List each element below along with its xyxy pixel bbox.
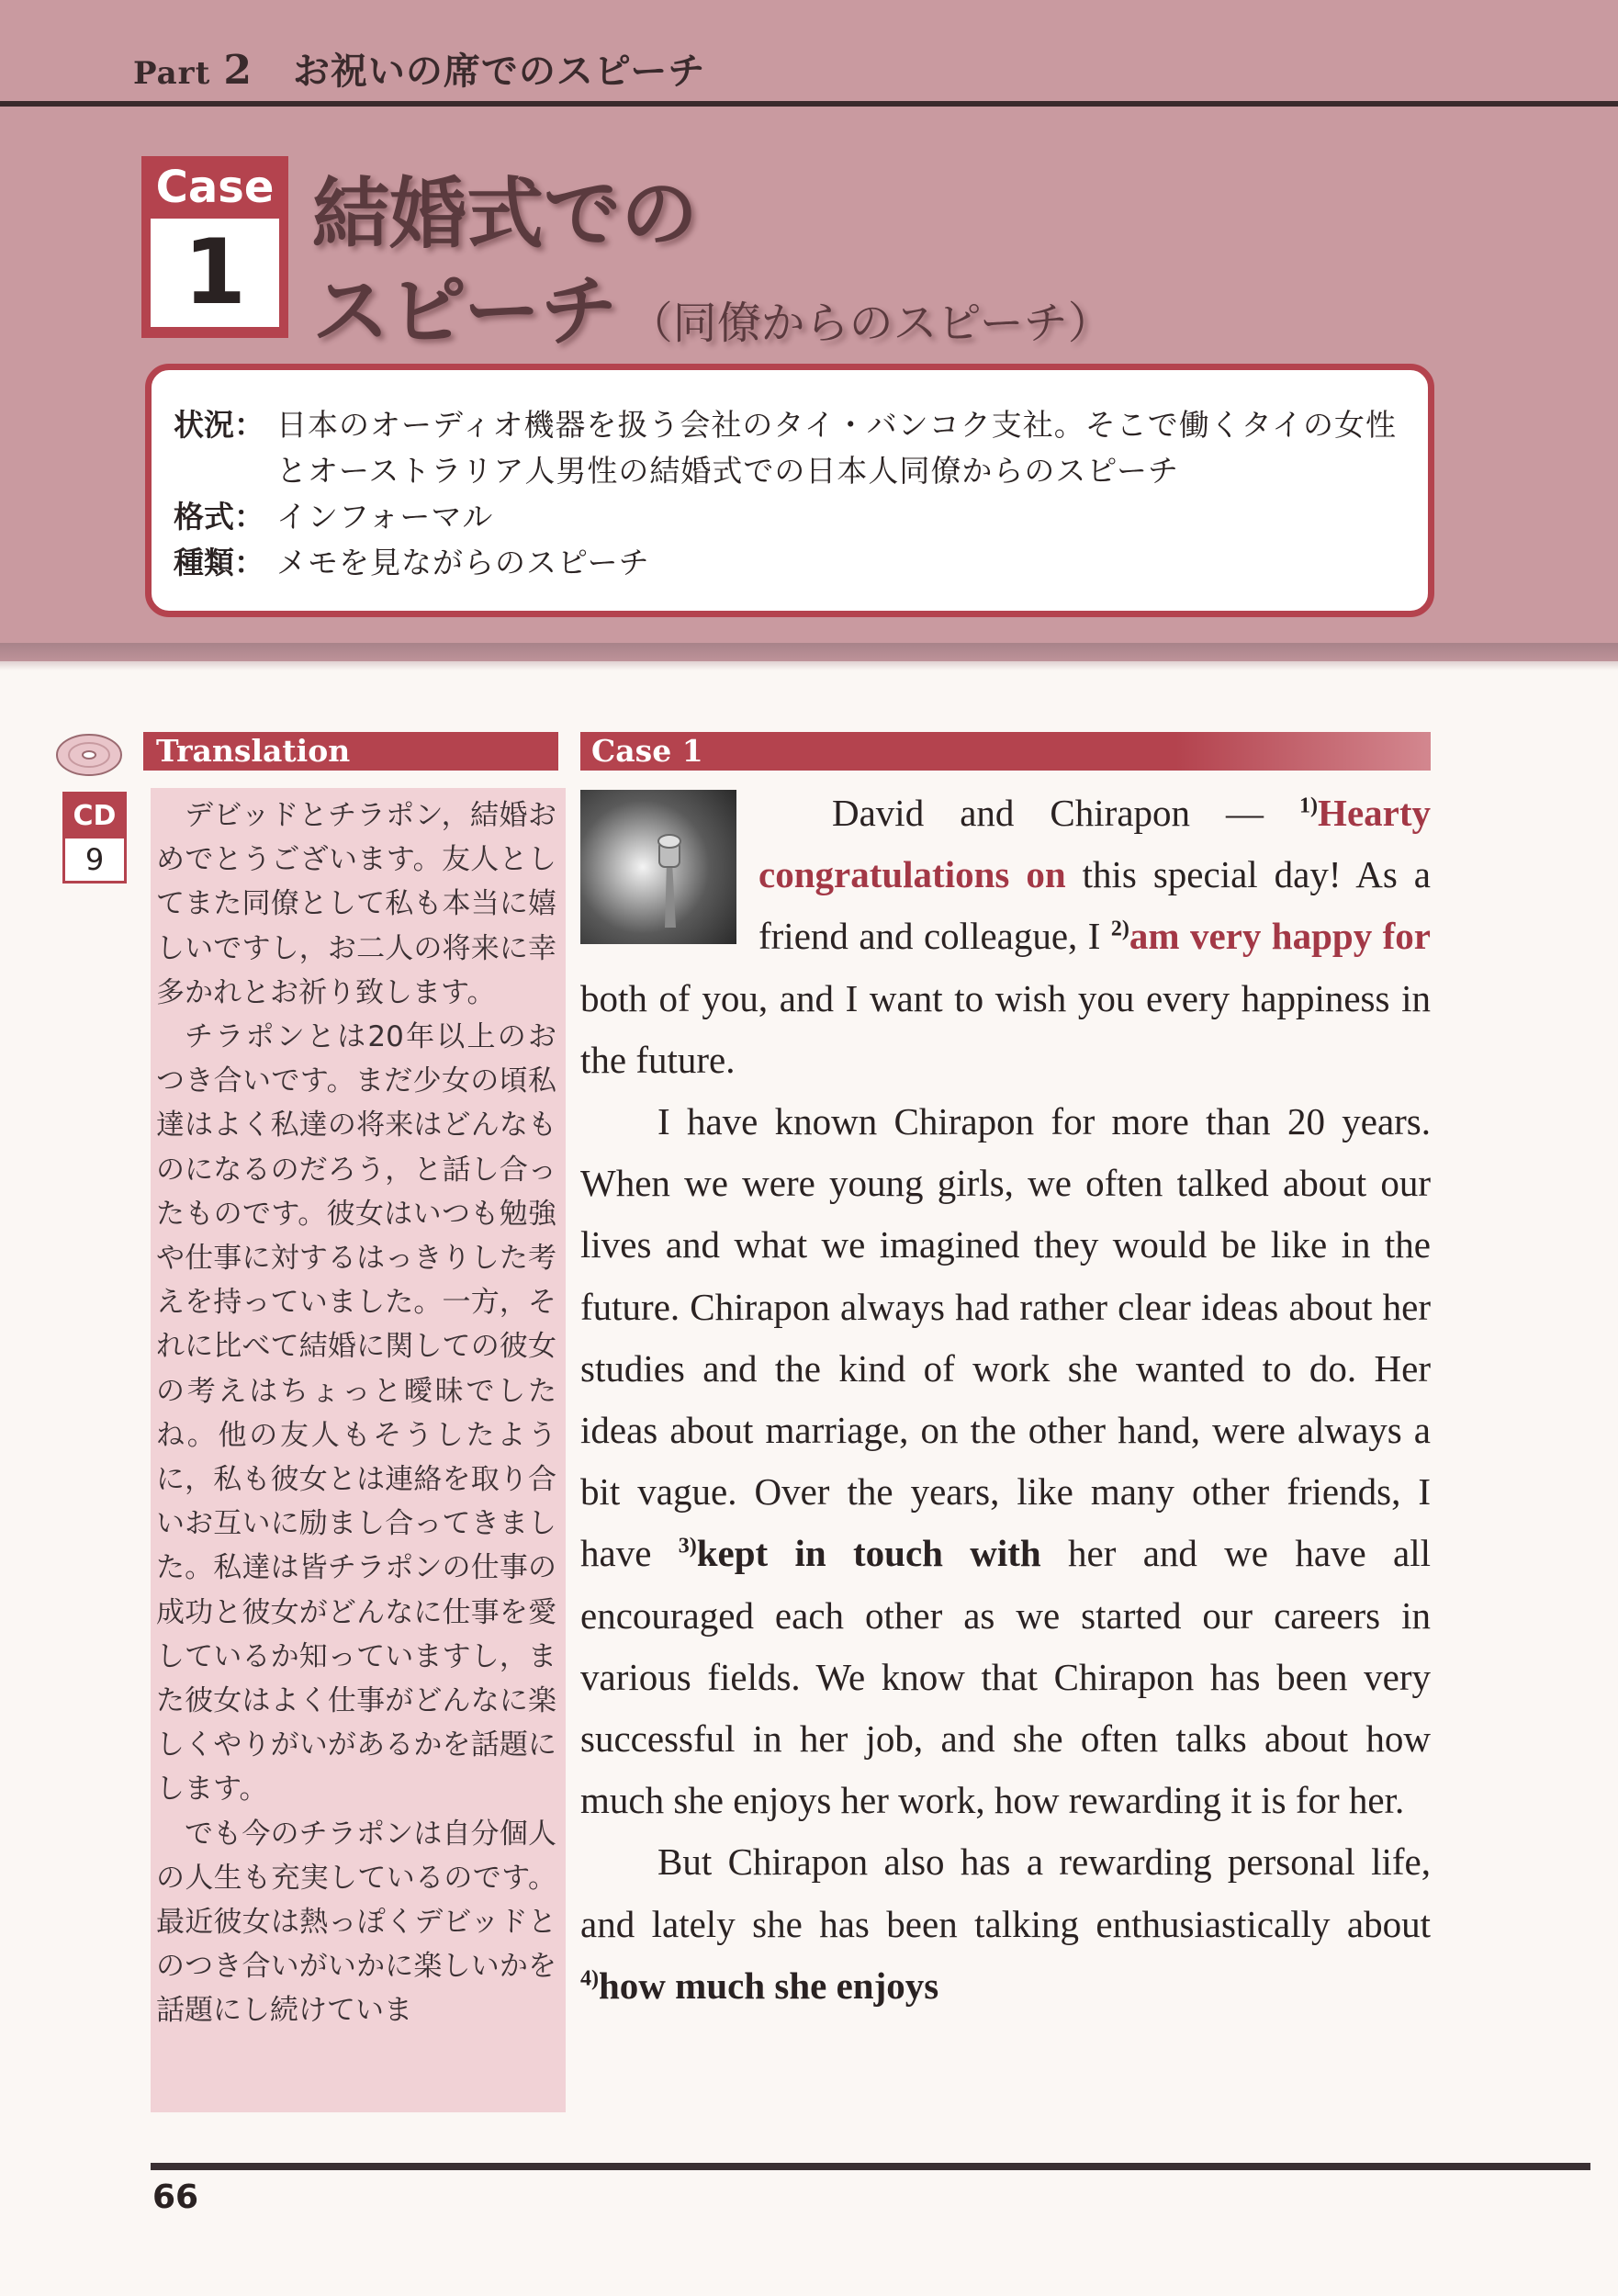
info-row <box>174 401 1397 445</box>
info-value: とオーストラリア人男性の結婚式での日本人同僚からのスピーチ <box>276 453 1180 489</box>
speech-text-span: David and Chirapon — <box>832 792 1300 834</box>
info-label: 状況： <box>174 407 264 443</box>
cd-track-badge <box>62 792 127 884</box>
speech-text-span: But Chirapon also has a rewarding personal life, and lately she has been talking enthusiastically about <box>580 1840 1431 1945</box>
translation-heading: Translation <box>143 732 558 771</box>
phrase-number: 2) <box>1110 917 1129 941</box>
chapter-title-sub: （同僚からのスピーチ） <box>628 298 1112 349</box>
phrase-number: 1) <box>1299 793 1319 818</box>
cd-track-number: 9 <box>84 842 105 877</box>
translation-paragraph: デビッドとチラポン，結婚おめでとうございます。友人としてまた同僚として私も本当に嬉しいですし，お二人の将来に幸多かれとお祈り致します。 <box>156 799 556 1009</box>
phrase-number: 4) <box>580 1966 599 1991</box>
speech-paragraph <box>580 1831 1431 2017</box>
page-number: 66 <box>152 2178 199 2216</box>
info-value: メモを見ながらのスピーチ <box>276 545 650 580</box>
part-word: Part <box>133 55 211 92</box>
chapter-title-line2 <box>312 250 1112 361</box>
speech-text <box>580 782 1431 2017</box>
case-number: 1 <box>151 219 279 327</box>
cd-disc-icon <box>55 729 123 777</box>
info-row <box>174 539 650 582</box>
chapter-title-line1: 結婚式での <box>312 169 699 259</box>
chapter-title-main: スピーチ <box>312 266 618 356</box>
case-badge <box>141 156 288 338</box>
footer-rule <box>151 2163 1590 2170</box>
part-rule <box>0 101 1618 107</box>
speech-text-span: both of you, and I want to wish you every happiness in the future. <box>580 976 1431 1081</box>
speech-text-span: her and we have all encouraged each other as we started our careers in various fields. We know that Chirapon has been very successful in her job, and she often talks about how much she enjoys her work, how rewarding it is for her. <box>580 1532 1432 1822</box>
part-number: 2 <box>223 47 253 94</box>
part-title: お祝いの席でのスピーチ <box>292 51 706 93</box>
translation-paragraph: でも今のチラポンは自分個人の人生も充実しているのです。最近彼女は熱っぽくデビッドとのつき合いがいかに楽しいかを話題にし続けていま <box>156 1817 556 2028</box>
info-label: 種類： <box>174 545 264 580</box>
key-phrase: Hearty congratulations on <box>758 792 1431 896</box>
cd-label: CD <box>65 794 124 838</box>
translation-text <box>156 793 556 2033</box>
info-value: インフォーマル <box>276 499 494 535</box>
translation-paragraph: チラポンとは20年以上のおつき合いです。まだ少女の頃私達はよく私達の将来はどんなものになるのだろう，と話し合ったものです。彼女はいつも勉強や仕事に対するはっきりした考えを持っていました。一方，それに比べて結婚に関しての彼女の考えはちょっと曖昧でしたね。他の友人もそうしたように，私も彼女とは連絡を取り合いお互いに励まし合ってきました。私達は皆チラポンの仕事の成功と彼女がどんなに仕事を愛しているか知っていますし，また彼女はよく仕事がどんなに楽しくやりがいがあるかを話題にします。 <box>156 1020 556 1806</box>
part-heading <box>133 42 705 95</box>
info-value: 日本のオーディオ機器を扱う会社のタイ・バンコク支社。そこで働くタイの女性 <box>276 407 1398 443</box>
speech-paragraph <box>580 1091 1431 1831</box>
info-row <box>174 447 1179 490</box>
key-phrase: am very happy for <box>1129 915 1431 958</box>
case-label: Case <box>155 162 275 213</box>
speech-text-span: I have known Chirapon for more than 20 years. When we were young girls, we often talked about our lives and what we imagined they would be like in the future. Chirapon always had rather clear ideas about her studies and the kind of work she wanted to do. Her ideas about marriage, on the other hand, were always a bit vague. Over the years, like many other friends, I have <box>580 1100 1431 1575</box>
header-shadow <box>0 643 1618 670</box>
photo-spacer <box>580 782 758 966</box>
situation-box <box>145 364 1434 617</box>
speech-text-span: this special day! As a friend and colleague, I <box>758 853 1431 958</box>
info-row <box>174 493 493 536</box>
speech-heading: Case 1 <box>580 732 1431 771</box>
phrase-number: 3) <box>678 1534 697 1559</box>
key-phrase: kept in touch with <box>696 1532 1041 1575</box>
info-label: 格式： <box>174 499 264 535</box>
key-phrase: how much she enjoys <box>599 1964 939 2007</box>
